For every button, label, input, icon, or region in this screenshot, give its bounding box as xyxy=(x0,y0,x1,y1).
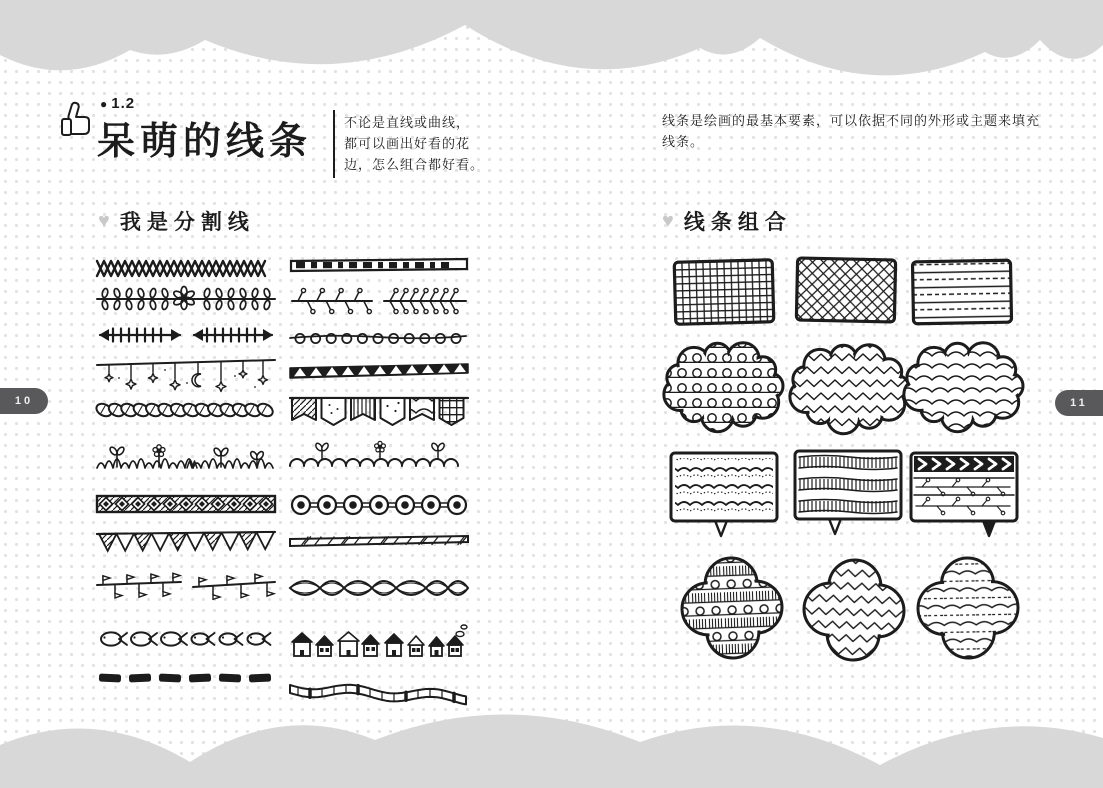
fishbone-divider xyxy=(95,325,277,345)
bead-chain-divider xyxy=(288,492,470,518)
heart-icon: ♥ xyxy=(662,210,674,232)
cloud-border-top xyxy=(0,0,1103,110)
crosshatch-rectangle xyxy=(790,252,902,328)
wave-filled-cloud xyxy=(900,336,1028,436)
section-heading-text-right: 线条组合 xyxy=(683,211,792,234)
section-heading-dividers xyxy=(98,206,255,236)
cross-stitch-divider xyxy=(95,256,277,280)
wave-dash-clover xyxy=(912,552,1024,664)
hanging-stars-moon-divider xyxy=(95,356,277,402)
header-divider-rule xyxy=(333,110,335,178)
page-number-tab-left: 10 xyxy=(0,388,48,414)
loop-curl-divider xyxy=(288,325,470,349)
bullet-icon: ● xyxy=(100,97,109,111)
fish-row-divider xyxy=(95,626,277,652)
chapter-title: 呆萌的线条 xyxy=(97,121,313,163)
diagonal-stripe-bar-divider xyxy=(288,534,470,548)
bold-dash-divider xyxy=(95,670,277,686)
section-heading-text-left: 我是分割线 xyxy=(119,211,255,234)
twisted-ribbon-divider xyxy=(288,576,470,600)
rope-twist-divider xyxy=(95,400,277,420)
loop-leaf-flower-divider xyxy=(95,284,277,312)
striped-bar-divider xyxy=(288,256,470,274)
grass-sprout-divider xyxy=(95,436,277,474)
heart-icon: ♥ xyxy=(98,210,110,232)
diamond-band-divider xyxy=(95,492,277,516)
zigzag-clover xyxy=(798,554,910,666)
hatched-band-speech-bubble xyxy=(790,446,908,546)
zigzag-filled-cloud xyxy=(786,338,914,438)
flag-pin-divider xyxy=(95,568,277,600)
curl-filled-cloud xyxy=(660,336,788,436)
scallop-sprout-divider xyxy=(288,436,470,472)
triangle-bunting-divider xyxy=(95,528,277,556)
chevron-branch-speech-bubble xyxy=(906,448,1024,548)
loop-hatch-clover xyxy=(676,552,788,664)
dashed-lines-rectangle xyxy=(906,254,1018,330)
budding-branch-divider xyxy=(288,284,470,316)
cloud-border-bottom xyxy=(0,688,1103,788)
section-number-text: 1.2 xyxy=(111,95,136,112)
black-triangle-band-divider xyxy=(288,362,470,380)
wave-dot-speech-bubble xyxy=(666,448,784,548)
page-number-tab-right: 11 xyxy=(1055,390,1103,416)
thumbs-up-icon xyxy=(58,98,98,140)
grid-rectangle xyxy=(668,254,780,330)
pennant-banner-divider xyxy=(288,393,470,429)
section-heading-combinations xyxy=(662,206,792,236)
right-page-intro-text: 线条是绘画的最基本要素，可以依据不同的外形或主题来填充 线条。 xyxy=(662,113,1041,150)
wavy-filmstrip-divider xyxy=(288,678,470,708)
chapter-intro-text: 不论是直线或曲线， 都可以画出好看的花 边，怎么组合都好看。 xyxy=(344,115,485,173)
house-row-divider xyxy=(288,622,470,660)
